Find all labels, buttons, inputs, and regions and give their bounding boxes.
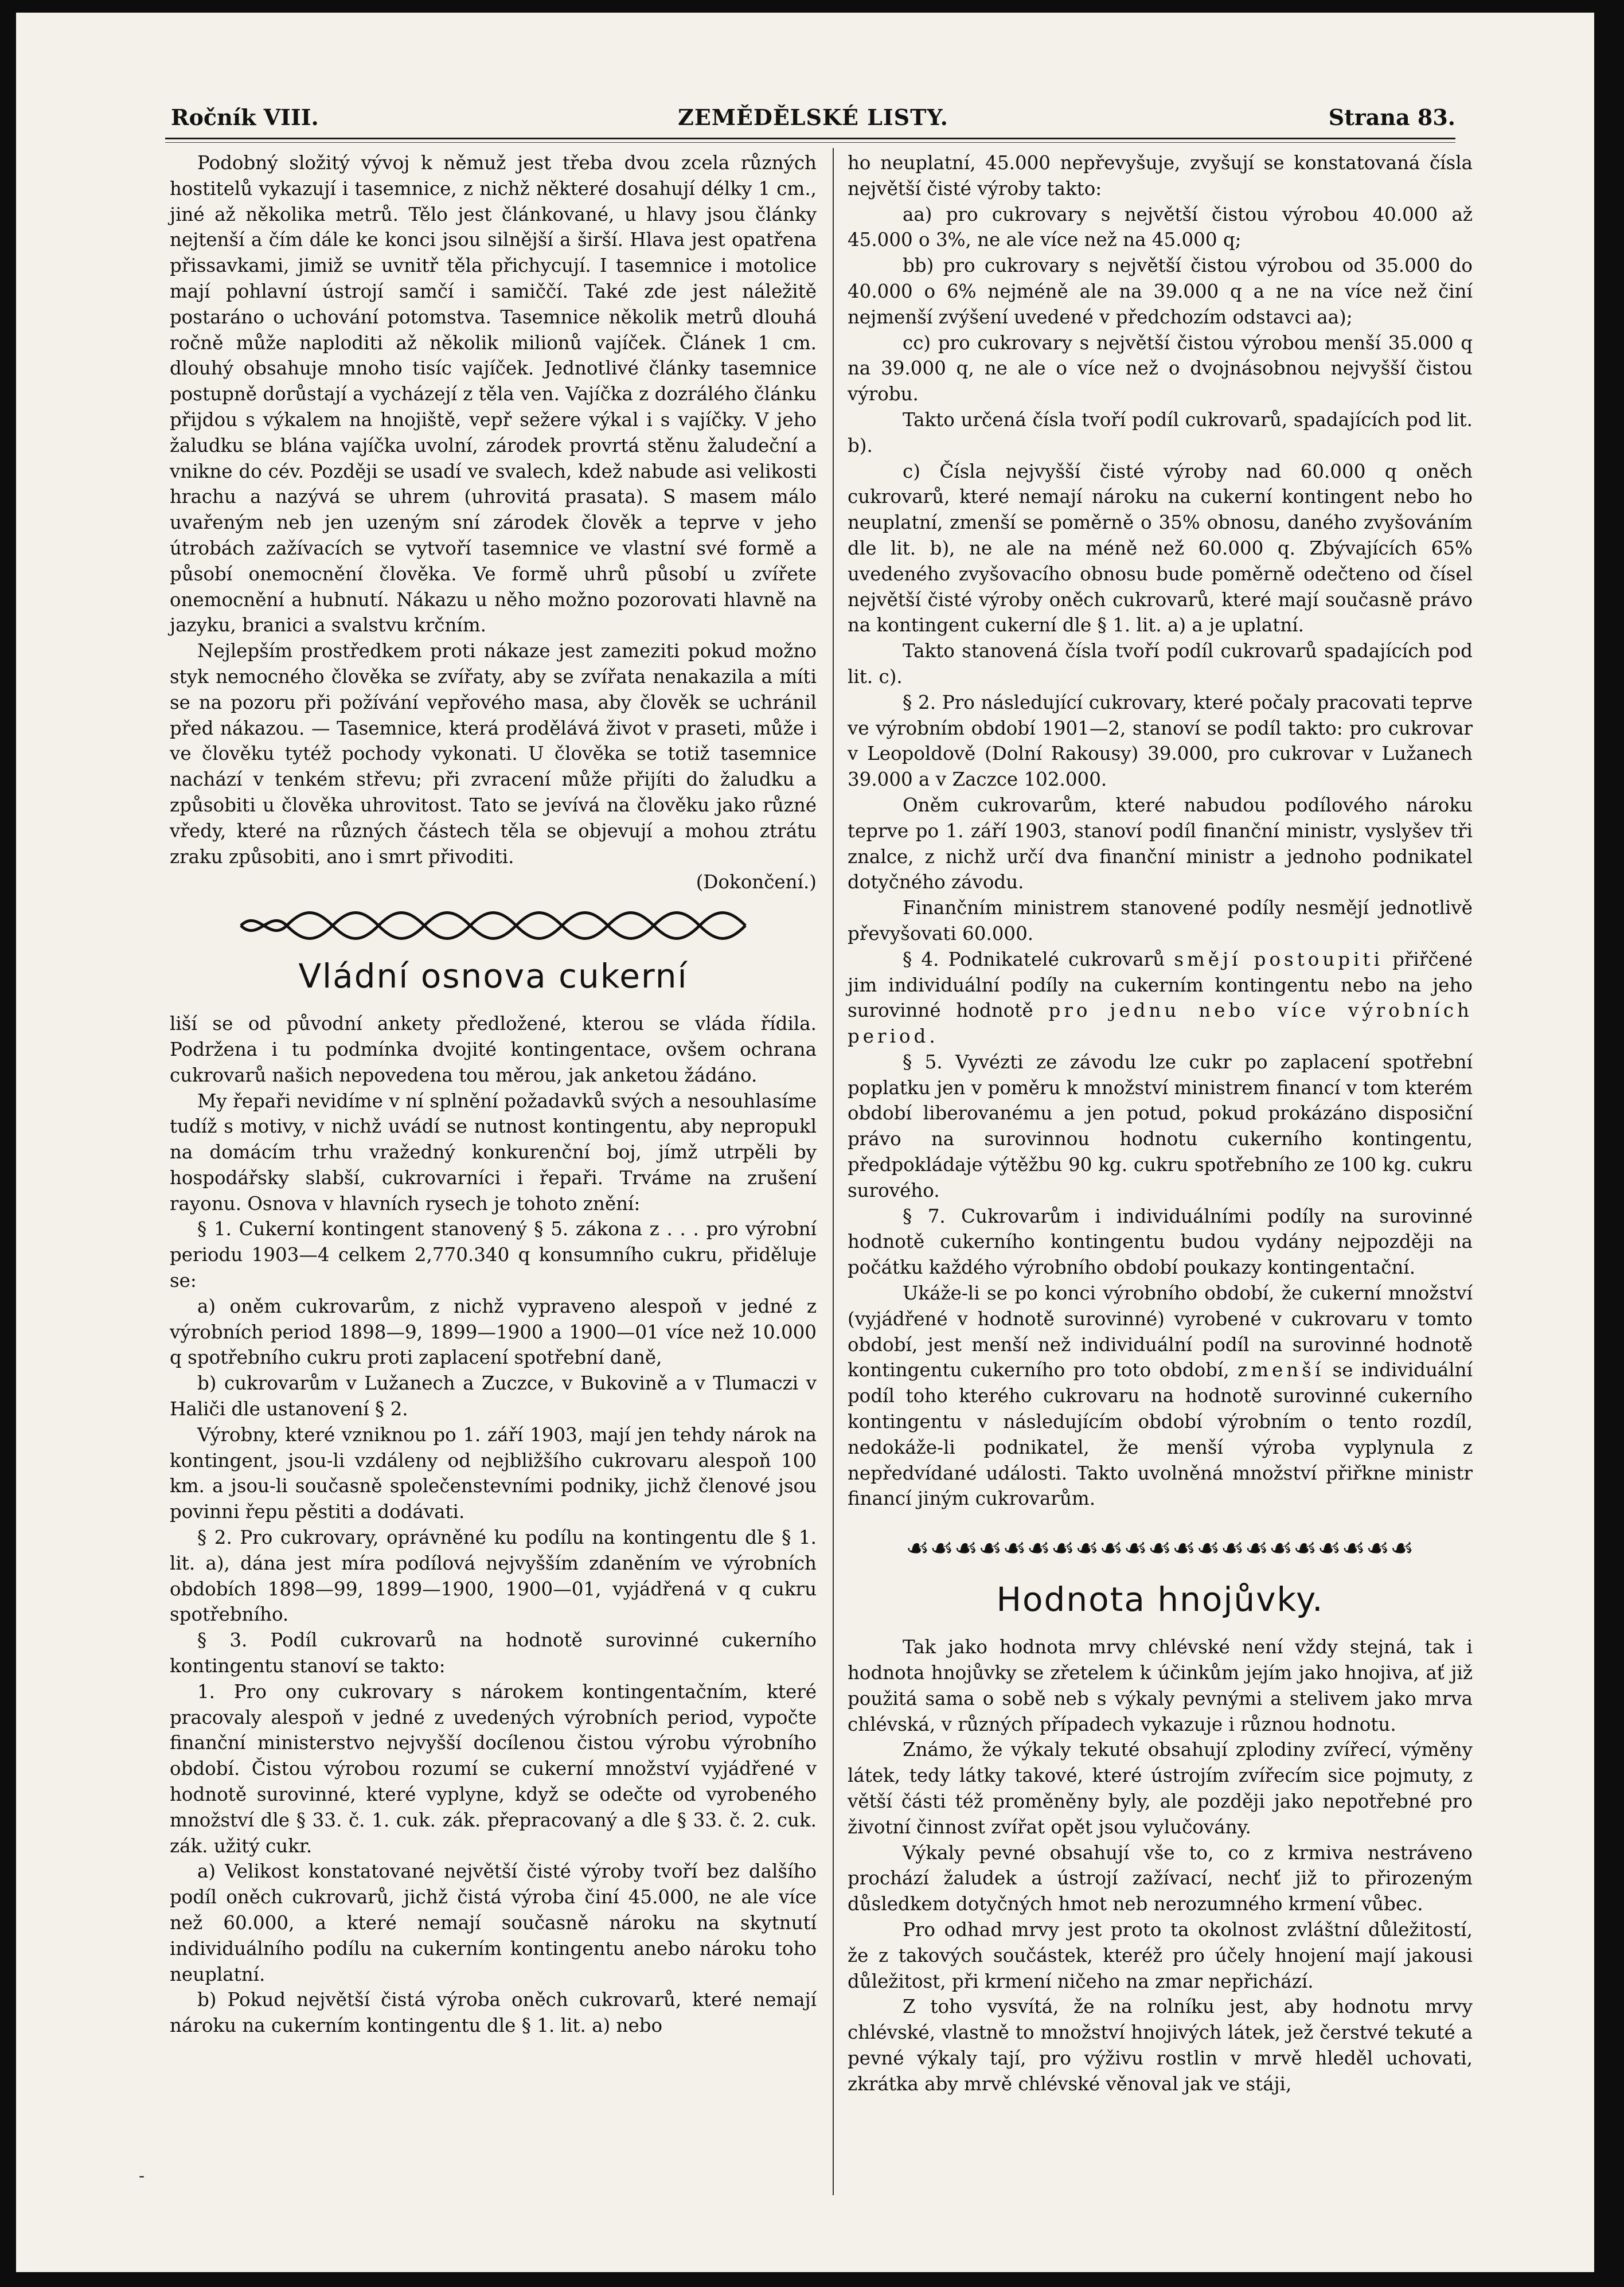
law-paragraph: Takto určená čísla tvoří podíl cukrovarů, spadajících pod lit. b). [848,408,1473,456]
law-paragraph: Oněm cukrovarům, které nabudou podílového nároku teprve po 1. září 1903, stanoví podíl finanční ministr, vyslyšev tři znalce, z nichž určí dva finanční ministr a jednoho podnikatel dotyčného závodu. [848,794,1473,893]
law-paragraph: § 1. Cukerní kontingent stanovený § 5. zákona z . . . pro výrobní periodu 1903—4 celkem 2,770.340 q konsumního cukru, přiděluje se: [170,1218,817,1292]
law-paragraph: § 7. Cukrovarům i individuálními podíly na surovinné hodnotě cukerního kontingentu budou vydány nejpozději na počátku každého výrobního období poukazy kontingentační. [848,1205,1473,1279]
journal-title: ZEMĚDĚLSKÉ LISTY. [678,104,948,130]
article-paragraph: Nejlepším prostředkem proti nákaze jest zameziti pokud možno styk nemocného člověka se zvířaty, aby se zvířata nenakazila a míti se na pozoru při požívání vepřového masa, aby člověk se uchránil před nákazou. — Tasemnice, která prodělává život v praseti, může i ve člověku tytéž pochody vykonati. U člověka se totiž tasemnice nachází v tenkém střevu; při zvracení může přijíti do žaludku a způsobiti u člověka uhrovitost. Tato se jevívá na člověku jako různé vředy, které na různých částech těla se objevují a mohou ztrátu zraku způsobiti, ano i smrt přivoditi. [170,640,817,868]
header-rule [165,138,1455,139]
law-paragraph: a) oněm cukrovarům, z nichž vypraveno alespoň v jedné z výrobních period 1898—9, 1899—1900 a 1900—01 více než 10.000 q spotřebního cukru proti zaplacení spotřební daně, [170,1295,817,1369]
spaced-emphasis: smějí postoupiti [1174,948,1383,970]
law-paragraph: § 2. Pro cukrovary, oprávněné ku podílu na kontingentu dle § 1. lit. a), dána jest míra podílová nejvyšším zdaněním ve výrobních obdobích 1898—99, 1899—1900, 1900—01, vyjádřená v q cukru spotřebního. [170,1527,817,1626]
article-paragraph: Tak jako hodnota mrvy chlévské není vždy stejná, tak i hodnota hnojůvky se zřetelem k účinkům jejím jako hnojiva, ať již použitá sama o sobě neb s výkaly pevnými a stelivem jako mrva chlévská, v různých případech vykazuje i různou hodnotu. [848,1636,1473,1735]
law-paragraph: b) Pokud největší čistá výroba oněch cukrovarů, které nemají nároku na cukerním kontingentu dle § 1. lit. a) nebo [170,1989,817,2037]
law-paragraph: 1. Pro ony cukrovary s nárokem kontingentačním, které pracovaly alespoň v jedné z uvedených výrobních period, vypočte finanční ministerstvo nejvyšší docílenou čistou výrobu výrobního období. Čistou výrobou rozumí se cukerní množství vyjádřené v hodnotě surovinné, které vyplyne, když se odečte od vyrobeného množství dle § 33. č. 1. cuk. zák. přepracovaný a dle § 33. č. 2. cuk. zák. užitý cukr. [170,1680,817,1857]
article-title: Hodnota hnojůvky. [996,1580,1324,1619]
wave-ornament-icon [235,911,751,940]
law-text: přiřčené jim individuální podíly na cukerním kontingentu nebo na jeho surovinné hodnotě [848,948,1473,1022]
article-paragraph: Výkaly pevné obsahují vše to, co z krmiva nestráveno prochází žaludek a ústrojí zažívací, nechť již to přirozeným důsledkem dotyčných hmot neb nerozumného krmení vůbec. [848,1841,1473,1915]
article-paragraph: liší se od původní ankety předložené, kterou se vláda řídila. Podržena i tu podmínka dvojité kontingentace, ovšem ochrana cukrovarů našich nepovedena tou měrou, jak anketou žádáno. [170,1013,817,1086]
article-paragraph: Z toho vysvítá, že na rolníku jest, aby hodnotu mrvy chlévské, vlastně to množství hnojivých látek, jež čerstvé tekuté a pevné výkaly tají, pro výživu rostlin v mrvě hleděl uchovati, zkrátka aby mrvě chlévské věnoval jak ve stáji, [848,1996,1473,2095]
wave-ornament [170,911,817,940]
spaced-emphasis: pro jednu nebo více výrobních period. [848,1000,1473,1048]
law-paragraph: b) cukrovarům v Lužanech a Zuczce, v Bukovině a v Tlumaczi v Haliči dle ustanovení § 2. [170,1372,817,1420]
running-head [171,104,1455,139]
article-paragraph: Pro odhad mrvy jest proto ta okolnost zvláštní důležitostí, že z takových součástek, kteréž pro účely hnojení mají jakousi důležitost, při krmení ničeho na zmar nepřichází. [848,1919,1473,1992]
law-paragraph: bb) pro cukrovary s největší čistou výrobou od 35.000 do 40.000 o 6% nejméně ale na 39.000 q a ne na více než činí nejmenší zvýšení uvedené v předchozím odstavci aa); [848,255,1473,328]
volume-number: Ročník VIII. [171,104,319,130]
spaced-emphasis: zmenší [1237,1359,1325,1381]
column-divider [833,148,834,2195]
law-paragraph: § 3. Podíl cukrovarů na hodnotě surovinné cukerního kontingentu stanoví se takto: [170,1629,817,1677]
right-column [848,150,1473,2097]
law-text: § 4. Podnikatelé cukrovarů [903,948,1165,970]
law-paragraph: cc) pro cukrovary s největší čistou výrobou menší 35.000 q na 39.000 q, ne ale o více než o dvojnásobnou nejvyšší čistou výrobu. [848,331,1473,405]
law-paragraph: a) Velikost konstatované největší čisté výroby tvoří bez dalšího podíl oněch cukrovarů, jichž čistá výroba činí 45.000, ne ale více než 60.000, a které nemají současně nároku na skytnutí individuálního podílu na cukerním kontingentu anebo nároku toho neuplatní. [170,1860,817,1985]
law-paragraph: ho neuplatní, 45.000 nepřevyšuje, zvyšují se konstatovaná čísla největší čisté výroby takto: [848,152,1473,200]
continuation-note: (Dokončení.) [696,871,817,893]
law-text: se individuální podíl toho kterého cukrovaru na hodnotě surovinné cukerního kontingentu v následujícím období výrobním o tento rozdíl, nedokáže-li podnikatel, že menší výroba vyplynula z nepředvídané události. Takto uvolněná množství přiřkne ministr financí jiným cukrovarům. [848,1359,1473,1510]
newspaper-page [16,13,1594,2272]
article-paragraph: Podobný složitý vývoj k němuž jest třeba dvou zcela různých hostitelů vykazují i tasemnice, z nichž některé dosahují délky 1 cm., jiné až několika metrů. Tělo jest článkované, u hlavy jsou články nejtenší a čím dále ke konci jsou silnější a širší. Hlava jest opatřena přissavkami, jimiž se uvnitř těla přichycují. I tasemnice i motolice mají pohlavní ústrojí samčí i samiččí. Také zde jest náležitě postaráno o uchování potomstva. Tasemnice několik metrů dlouhá ročně může naploditi až několik milionů vajíček. Článek 1 cm. dlouhý obsahuje mnoho tisíc vajíček. Jednotlivé články tasemnice postupně dorůstají a vycházejí z těla ven. Vajíčka z dozrálého článku přijdou s výkalem na hnojiště, vepř sežere výkal i s vajíčky. V jeho žaludku se blána vajíčka uvolní, zárodek provrtá stěnu žaludeční a vnikne do cév. Později se usadí ve svalech, kdež nabude asi velikosti hrachu a nazývá se uhrem (uhrovitá prasata). S masem málo uvařeným neb jen uzeným sní zárodek člověk a teprve v jeho útrobách zažívacích se vytvoří tasemnice ve vlastní své formě a působí onemocnění člověka. Ve formě uhrů působí u zvířete onemocnění a hubnutí. Nákazu u něho možno pozorovati hlavně na jazyku, branici a svalstvu krčním. [170,152,817,637]
margin-mark: - [139,2166,145,2186]
law-paragraph: c) Čísla nejvyšší čisté výroby nad 60.000 q oněch cukrovarů, které nemají nároku na cukerní kontingent nebo ho neuplatní, zmenší se poměrně o 35% obnosu, daného zvyšováním dle lit. b), ne ale na méně než 60.000 q. Zbývajících 65% uvedeného zvyšovacího obnosu bude poměrně odečteno od čísel největší čisté výroby oněch cukrovarů, které mají současně právo na kontingent cukerní dle § 1. lit. a) a je uplatní. [848,460,1473,637]
left-column [170,150,817,2039]
page-number: Strana 83. [1328,104,1455,130]
article-paragraph: Známo, že výkaly tekuté obsahují zplodiny zvířecí, výměny látek, tedy látky takové, které ústrojím zvířecím sice pojmuty, z větší části též proměněny byly, ale později jako nepotřebné pro životní činnost zvířat opět jsou vylučovány. [848,1739,1473,1838]
law-text: Ukáže-li se po konci výrobního období, že cukerní množství (vyjádřené v hodnotě surovinné) vyrobené v cukrovaru v tomto období, jest menší než individuální podíl na surovinné hodnotě kontingentu cukerního pro toto období, [848,1282,1473,1381]
article-paragraph: My řepaři nevidíme v ní splnění požadavků svých a nesouhlasíme tudíž s motivy, v nichž uvádí se nutnost kontingentu, aby nepropukl na domácím trhu vražedný konkurenční boj, jímž utrpěli by hospodářsky slabší, cukrovarníci i řepaři. Trváme na zrušení rayonu. Osnova v hlavních rysech je tohoto znění: [170,1090,817,1215]
law-paragraph: Výrobny, které vzniknou po 1. září 1903, mají jen tehdy nárok na kontingent, jsou-li vzdáleny od nejbližšího cukrovaru alespoň 100 km. a jsou-li současně společenstevními podniky, jichž členové jsou povinni řepu pěstiti a dodávati. [170,1423,817,1523]
law-paragraph [848,947,1473,1049]
law-paragraph: Finančním ministrem stanovené podíly nesmějí jednotlivě převyšovati 60.000. [848,897,1473,945]
fleuron-ornament-icon: ☙☙☙☙☙☙☙☙☙☙☙☙☙☙☙☙☙☙☙☙☙ [905,1532,1415,1564]
law-paragraph: § 5. Vyvézti ze závodu lze cukr po zaplacení spotřební poplatku jen v poměru k množství ministrem financí v tom kterém období liberovanému a jen potud, pokud prokázáno disposiční právo na surovinnou hodnotu cukerního kontingentu, předpokládaje výtěžbu 90 kg. cukru spotřebního ze 100 kg. cukru surového. [848,1051,1473,1201]
law-paragraph: § 2. Pro následující cukrovary, které počaly pracovati teprve ve výrobním období 1901—2, stanoví se podíl takto: pro cukrovar v Leopoldově (Dolní Rakousy) 39.000, pro cukrovar v Lužanech 39.000 a v Zaczce 102.000. [848,691,1473,791]
header-rule-thin [165,142,1455,143]
law-paragraph: Takto stanovená čísla tvoří podíl cukrovarů spadajících pod lit. c). [848,640,1473,688]
law-paragraph [848,1281,1473,1512]
law-paragraph: aa) pro cukrovary s největší čistou výrobou 40.000 až 45.000 o 3%, ne ale více než na 45.000 q; [848,203,1473,251]
article-title: Vládní osnova cukerní [298,957,688,996]
